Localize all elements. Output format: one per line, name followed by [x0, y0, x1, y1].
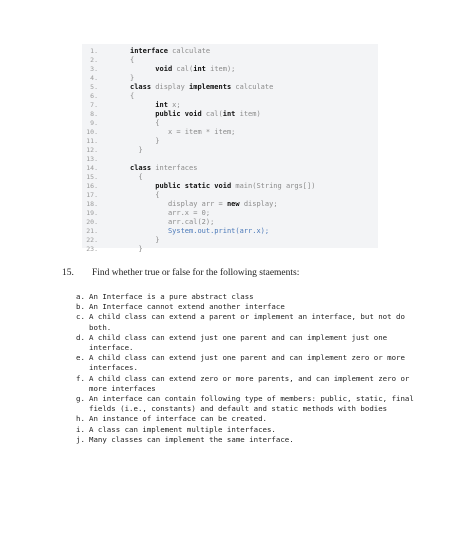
statement-item	[76, 292, 416, 302]
line-number: 23.	[86, 245, 98, 253]
line-number: 6.	[90, 92, 98, 100]
line-number: 2.	[90, 56, 98, 64]
line-number: 4.	[90, 74, 98, 82]
statement-letter: f.	[76, 373, 85, 383]
statement-item	[76, 333, 416, 353]
code-line	[82, 101, 378, 110]
code-token: }	[130, 74, 135, 82]
line-number: 18.	[86, 200, 98, 208]
code-token: main(String args[])	[231, 182, 316, 190]
code-line	[82, 137, 378, 146]
code-token: display arr =	[167, 200, 227, 208]
line-number: 17.	[86, 191, 98, 199]
code-line	[82, 155, 378, 164]
code-keyword: implements	[189, 83, 232, 91]
statement-letter: g.	[76, 394, 85, 404]
code-text	[130, 200, 278, 209]
statement-text: A class can implement multiple interfaces.	[89, 424, 276, 434]
code-block	[82, 44, 378, 253]
statement-letter: e.	[76, 353, 85, 363]
code-text	[130, 182, 315, 191]
code-line	[82, 56, 378, 65]
statement-letter: b.	[76, 302, 85, 312]
code-text	[130, 92, 134, 101]
code-token: }	[155, 137, 160, 145]
code-line	[82, 200, 378, 209]
code-text	[130, 65, 235, 74]
line-number: 15.	[86, 173, 98, 181]
code-text	[130, 128, 235, 137]
code-text	[130, 101, 181, 110]
line-number: 19.	[86, 209, 98, 217]
code-text	[130, 209, 210, 218]
code-text	[130, 164, 197, 173]
code-token: System.out.print(arr.x);	[167, 227, 270, 235]
line-number: 7.	[90, 101, 98, 109]
code-text	[130, 227, 269, 236]
code-keyword: int	[155, 101, 168, 109]
code-line	[82, 65, 378, 74]
line-number: 13.	[86, 155, 98, 163]
code-token: item)	[235, 110, 261, 118]
code-line	[82, 245, 378, 254]
statement-letter: c.	[76, 312, 85, 322]
line-number: 5.	[90, 83, 98, 91]
code-line	[82, 218, 378, 227]
code-line	[82, 227, 378, 236]
code-text	[130, 47, 210, 56]
code-line	[82, 164, 378, 173]
statement-text: A child class can extend just one parent and can implement just one interface.	[89, 332, 388, 353]
code-text	[130, 173, 143, 182]
code-text	[130, 218, 214, 227]
code-token: display;	[239, 200, 278, 208]
code-token: cal(	[201, 110, 223, 118]
code-token: arr.x = 0;	[167, 209, 211, 217]
statement-list	[76, 292, 416, 445]
statement-letter: i.	[76, 424, 85, 434]
code-token: arr.cal(2);	[167, 218, 215, 226]
code-keyword: public static void	[155, 182, 232, 190]
code-line	[82, 74, 378, 83]
code-line	[82, 110, 378, 119]
code-token: }	[138, 245, 143, 253]
line-number: 20.	[86, 218, 98, 226]
statement-text: A child class can extend zero or more parents, and can implement zero or more interfaces	[89, 373, 410, 393]
statement-item	[76, 435, 416, 445]
code-text	[130, 137, 160, 146]
code-line	[82, 92, 378, 101]
statement-item	[76, 414, 416, 424]
code-line	[82, 119, 378, 128]
code-text	[130, 245, 143, 254]
code-token: {	[138, 173, 143, 181]
code-token: {	[155, 119, 160, 127]
statement-item	[76, 394, 416, 414]
statement-text: A child class can extend just one parent and can implement zero or more interfaces.	[89, 353, 405, 373]
code-token: {	[130, 92, 135, 100]
question-number: 15.	[62, 268, 74, 278]
statement-item	[76, 312, 416, 332]
question-title: Find whether true or false for the following staements:	[92, 268, 300, 278]
statement-text: Many classes can implement the same interface.	[89, 434, 294, 444]
line-number: 16.	[86, 182, 98, 190]
code-token: }	[138, 146, 143, 154]
statement-item	[76, 374, 416, 394]
code-line	[82, 128, 378, 137]
statement-text: An instance of interface can be created.	[89, 414, 267, 424]
line-number: 8.	[90, 110, 98, 118]
code-text	[130, 191, 160, 200]
code-line	[82, 236, 378, 245]
code-token: item);	[205, 65, 236, 73]
code-token: x;	[167, 101, 181, 109]
code-line	[82, 191, 378, 200]
code-token: calculate	[167, 47, 211, 55]
code-line	[82, 83, 378, 92]
code-token: cal(	[172, 65, 194, 73]
statement-item	[76, 302, 416, 312]
code-text	[130, 119, 160, 128]
code-keyword: int	[222, 110, 236, 118]
code-token: x = item * item;	[167, 128, 236, 136]
code-token: }	[155, 236, 160, 244]
line-number: 21.	[86, 227, 98, 235]
code-text	[130, 74, 134, 83]
code-keyword: interface	[130, 47, 168, 55]
line-number: 11.	[86, 137, 98, 145]
code-line	[82, 146, 378, 155]
line-number: 12.	[86, 146, 98, 154]
line-number: 14.	[86, 164, 98, 172]
code-token: {	[130, 56, 135, 64]
line-number: 10.	[86, 128, 98, 136]
code-line	[82, 209, 378, 218]
statement-item	[76, 353, 416, 373]
line-number: 22.	[86, 236, 98, 244]
code-token: display	[151, 83, 190, 91]
statement-text: An Interface is a pure abstract class	[89, 292, 254, 301]
code-line	[82, 173, 378, 182]
code-keyword: class	[130, 83, 152, 91]
code-keyword: int	[193, 65, 206, 73]
statement-text: A child class can extend a parent or implement an interface, but not do both.	[89, 312, 405, 332]
code-line	[82, 182, 378, 191]
code-keyword: new	[226, 200, 240, 208]
code-keyword: void	[155, 65, 173, 73]
code-text	[130, 56, 134, 65]
code-text	[130, 110, 261, 119]
code-line	[82, 47, 378, 56]
line-number: 1.	[90, 47, 98, 55]
code-token: {	[155, 191, 160, 199]
line-number: 9.	[90, 119, 98, 127]
code-text	[130, 146, 143, 155]
statement-letter: j.	[76, 434, 85, 444]
code-token: calculate	[231, 83, 274, 91]
statement-text: An interface can contain following type of members: public, static, final fields (i.e., constants) and default and static methods with bodies	[89, 394, 414, 414]
statement-text: An Interface cannot extend another interface	[89, 302, 285, 312]
code-keyword: class	[130, 164, 152, 172]
code-keyword: public void	[155, 110, 202, 118]
line-number: 3.	[90, 65, 98, 73]
code-text	[130, 83, 273, 92]
code-text	[130, 236, 160, 245]
statement-letter: a.	[76, 292, 85, 301]
statement-item	[76, 425, 416, 435]
statement-letter: d.	[76, 332, 85, 342]
statement-letter: h.	[76, 414, 85, 424]
code-token: interfaces	[151, 164, 198, 172]
